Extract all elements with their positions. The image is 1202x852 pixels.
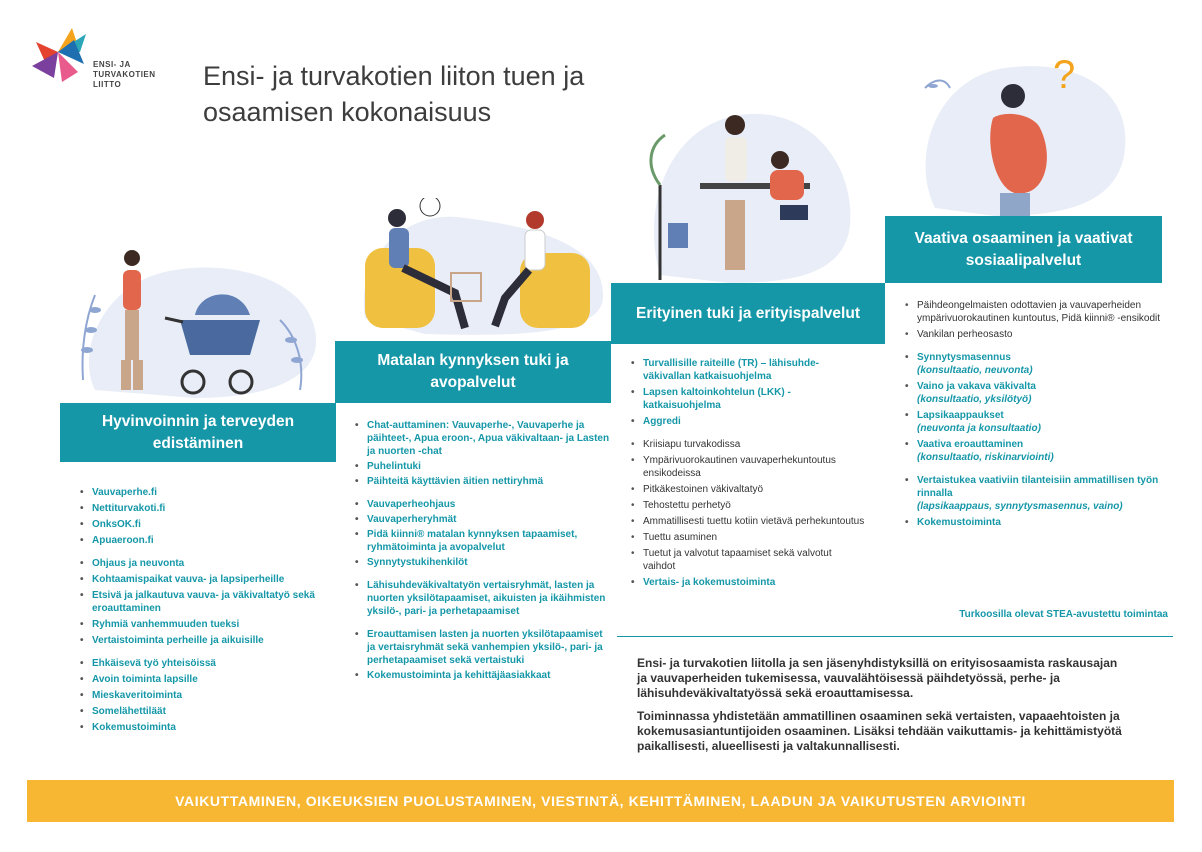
- list-item: [355, 669, 610, 682]
- logo-line: ENSI- JA: [93, 60, 131, 69]
- list-item-note: (konsultaatio, yksilötyö): [917, 394, 1032, 405]
- list-item-text: Pitkäkestoinen väkivaltatyö: [643, 484, 764, 495]
- list-item: [905, 299, 1165, 325]
- list-item: [631, 547, 866, 573]
- list-item: [80, 518, 340, 531]
- counseling-session-illustration: [345, 198, 615, 338]
- list-item: [355, 556, 610, 569]
- list-item-note: (konsultaatio, riskinarviointi): [917, 452, 1054, 463]
- heading-demanding-expertise: Vaativa osaaminen ja vaativat sosiaalipalvelut: [885, 216, 1162, 283]
- stea-funding-note: Turkoosilla olevat STEA-avustettu toimintaa: [959, 609, 1168, 620]
- service-list-special-support: [631, 357, 866, 592]
- list-item-text: Vertais- ja kokemustoiminta: [643, 577, 776, 588]
- list-item: [80, 618, 340, 631]
- list-item-text: Kokemustoiminta ja kehittäjäasiakkaat: [367, 670, 551, 681]
- list-item-text: Synnytysmasennus: [917, 352, 1011, 363]
- list-item-text: Kohtaamispaikat vauva- ja lapsiperheille: [92, 574, 285, 585]
- list-item-text: Vankilan perheosasto: [917, 329, 1013, 340]
- list-item-text: Lähisuhdeväkivaltatyön vertaisryhmät, lasten ja nuorten yksilötapaamiset, aikuisten ja ikäihmisten yksilö-, pari- ja perhetapaamiset: [367, 580, 606, 617]
- heading-low-threshold-support: Matalan kynnyksen tuki ja avopalvelut: [335, 341, 611, 403]
- list-item-note: (konsultaatio, neuvonta): [917, 365, 1033, 376]
- list-item-text: Lapsen kaltoinkohtelun (LKK) -katkaisuohjelma: [643, 387, 791, 411]
- list-item: [355, 513, 610, 526]
- list-item: [631, 357, 866, 383]
- list-item-text: Ryhmiä vanhemmuuden tueksi: [92, 619, 240, 630]
- list-item: [631, 454, 866, 480]
- list-item-text: Nettiturvakoti.fi: [92, 503, 166, 514]
- list-item-text: Avoin toiminta lapsille: [92, 674, 198, 685]
- list-item-text: Aggredi: [643, 416, 681, 427]
- list-item: [631, 386, 866, 412]
- section-divider: [617, 636, 1173, 637]
- list-item-text: Tuettu asuminen: [643, 532, 718, 543]
- list-item-text: Vaino ja vakava väkivalta: [917, 381, 1036, 392]
- list-item: [355, 579, 610, 618]
- footer-banner: VAIKUTTAMINEN, OIKEUKSIEN PUOLUSTAMINEN, VIESTINTÄ, KEHITTÄMINEN, LAADUN JA VAIKUTUSTEN ARVIOINTI: [27, 780, 1174, 822]
- list-item: [905, 409, 1165, 435]
- description-paragraph: Ensi- ja turvakotien liitolla ja sen jäsenyhdistyksillä on erityisosaamista raskausajan ja vauvaperheiden tukemisessa, vauvalähtöisessä päihdetyössä, perhe- ja lähisuhdeväkivaltatyössä sekä eroauttamisessa.: [637, 656, 1118, 700]
- list-item: [905, 474, 1165, 513]
- svg-text:?: ?: [1053, 53, 1076, 97]
- description-paragraph: Toiminnassa yhdistetään ammatillinen osaaminen sekä vertaisten, vapaaehtoisten ja kokemusasiantuntijoiden osaaminen. Lisäksi tehdään vaikuttamis- ja kehittämistyötä paikallisesti, alueellisesti ja valtakunnallisesti.: [637, 709, 1122, 753]
- pregnant-woman-question-illustration: [905, 48, 1135, 218]
- list-item: [631, 531, 866, 544]
- list-item: [355, 528, 610, 554]
- list-item: [80, 557, 340, 570]
- list-item: [80, 689, 340, 702]
- list-item-note: (neuvonta ja konsultaatio): [917, 423, 1041, 434]
- list-item: [355, 498, 610, 511]
- list-item-text: OnksOK.fi: [92, 519, 141, 530]
- list-item: [80, 534, 340, 547]
- list-item: [355, 460, 610, 473]
- list-item-text: Somelähettiläät: [92, 706, 166, 717]
- list-item-text: Vertaistukea vaativiin tilanteisiin ammatillisen työn rinnalla: [917, 475, 1159, 499]
- list-item: [631, 499, 866, 512]
- service-list-low-threshold: [355, 419, 610, 684]
- list-item: [905, 351, 1165, 377]
- list-item-text: Ammatillisesti tuettu kotiin vietävä perhekuntoutus: [643, 516, 865, 527]
- list-item-text: Ympärivuorokautinen vauvaperhekuntoutus ensikodeissa: [643, 455, 836, 479]
- list-item-note: (lapsikaappaus, synnytysmasennus, vaino): [917, 501, 1123, 512]
- list-item: [631, 438, 866, 451]
- list-item-text: Ohjaus ja neuvonta: [92, 558, 185, 569]
- list-item: [905, 380, 1165, 406]
- list-item-text: Tuetut ja valvotut tapaamiset sekä valvotut vaihdot: [643, 548, 832, 572]
- list-item: [80, 589, 340, 615]
- list-item-text: Etsivä ja jalkautuva vauva- ja väkivaltatyö sekä eroauttaminen: [92, 590, 315, 614]
- mother-with-stroller-illustration: [65, 240, 335, 400]
- list-item-text: Vauvaperhe.fi: [92, 487, 158, 498]
- list-item: [631, 415, 866, 428]
- list-item: [80, 705, 340, 718]
- list-item: [80, 721, 340, 734]
- logo-line: TURVAKOTIEN: [93, 70, 156, 79]
- list-item: [80, 573, 340, 586]
- heading-special-support: Erityinen tuki ja erityispalvelut: [611, 283, 885, 344]
- logo-line: LIITTO: [93, 80, 122, 89]
- support-conversation-illustration: [640, 105, 860, 285]
- list-item-text: Ehkäisevä työ yhteisöissä: [92, 658, 216, 669]
- list-item: [80, 502, 340, 515]
- list-item-text: Kokemustoiminta: [917, 517, 1001, 528]
- list-item-text: Päihteitä käyttävien äitien nettiryhmä: [367, 476, 544, 487]
- list-item: [80, 634, 340, 647]
- list-item: [631, 483, 866, 496]
- list-item-text: Päihdeongelmaisten odottavien ja vauvaperheiden ympärivuorokautinen kuntoutus, Pidä kiinni® -ensikodit: [917, 300, 1161, 324]
- list-item: [355, 475, 610, 488]
- list-item: [905, 328, 1165, 341]
- list-item: [355, 419, 610, 458]
- list-item-text: Vauvaperheohjaus: [367, 499, 456, 510]
- list-item-text: Vertaistoiminta perheille ja aikuisille: [92, 635, 264, 646]
- list-item-text: Pidä kiinni® matalan kynnyksen tapaamiset, ryhmätoiminta ja avopalvelut: [367, 529, 578, 553]
- list-item: [355, 628, 610, 667]
- list-item-text: Kriisiapu turvakodissa: [643, 439, 741, 450]
- service-list-health-promotion: [80, 486, 340, 737]
- heading-health-promotion: Hyvinvoinnin ja terveyden edistäminen: [60, 403, 336, 462]
- list-item: [80, 673, 340, 686]
- list-item-text: Vauvaperheryhmät: [367, 514, 457, 525]
- list-item-text: Kokemustoiminta: [92, 722, 176, 733]
- list-item-text: Turvallisille raiteille (TR) – lähisuhde-väkivallan katkaisuohjelma: [643, 358, 819, 382]
- list-item-text: Puhelintuki: [367, 461, 421, 472]
- list-item: [905, 516, 1165, 529]
- list-item-text: Apuaeroon.fi: [92, 535, 154, 546]
- service-list-demanding-services: [905, 299, 1165, 532]
- list-item: [80, 657, 340, 670]
- list-item-text: Chat-auttaminen: Vauvaperhe-, Vauvaperhe ja päihteet-, Apua eroon-, Apua väkivaltaan- ja Lasten ja nuorten -chat: [367, 420, 610, 457]
- list-item-text: Vaativa eroauttaminen: [917, 439, 1024, 450]
- list-item-text: Lapsikaappaukset: [917, 410, 1004, 421]
- list-item-text: Eroauttamisen lasten ja nuorten yksilötapaamiset ja vertaisryhmät sekä vanhempien yksilö-, pari- ja perhetapaamiset sekä vertaistuki: [367, 629, 603, 666]
- list-item-text: Mieskaveritoiminta: [92, 690, 183, 701]
- page-title: Ensi- ja turvakotien liiton tuen ja osaamisen kokonaisuus: [203, 61, 585, 127]
- list-item-text: Synnytystukihenkilöt: [367, 557, 468, 568]
- list-item: [631, 576, 866, 589]
- list-item: [631, 515, 866, 528]
- logo-text: [93, 60, 156, 90]
- list-item-text: Tehostettu perhetyö: [643, 500, 731, 511]
- list-item: [80, 486, 340, 499]
- list-item: [905, 438, 1165, 464]
